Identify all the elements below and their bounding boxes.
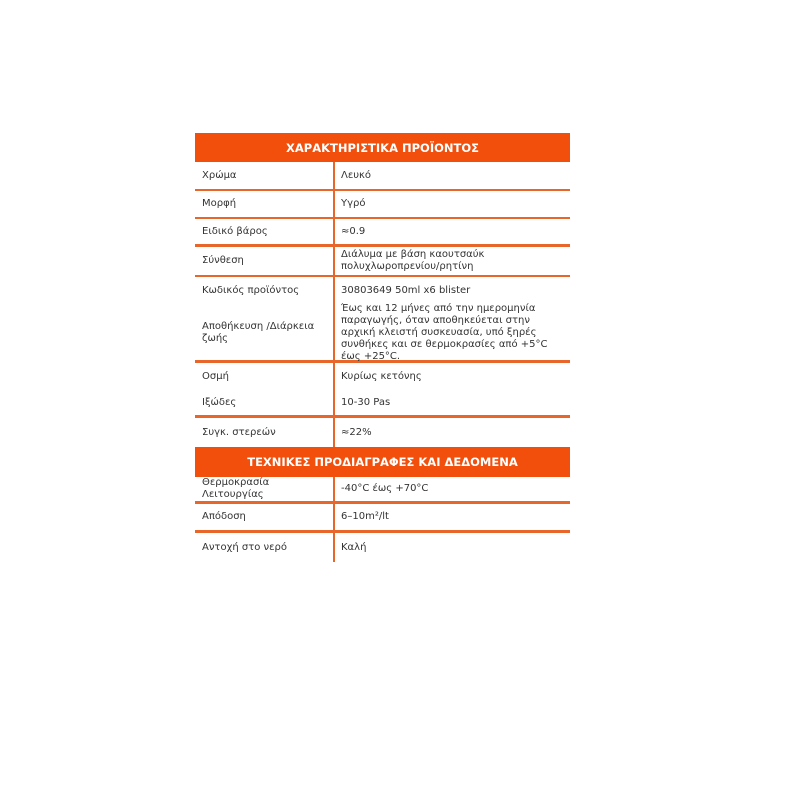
row-value: -40°C έως +70°C	[341, 483, 429, 494]
section-header-characteristics: ΧΑΡΑΚΤΗΡΙΣΤΙΚΑ ΠΡΟΪΟΝΤΟΣ	[195, 133, 570, 162]
row-value: ≈0.9	[341, 225, 366, 237]
row-label: Θερμοκρασία Λειτουργίας	[195, 477, 335, 501]
table-row	[195, 219, 570, 247]
row-value: 6–10m²/lt	[341, 511, 389, 522]
table-row	[195, 277, 570, 305]
row-value: Καλή	[341, 541, 367, 553]
row-value: 10-30 Pas	[341, 397, 391, 408]
table-row	[195, 162, 570, 191]
row-value: Υγρό	[341, 198, 366, 209]
row-label: Σύνθεση	[195, 247, 335, 275]
table-row	[195, 533, 570, 562]
row-label: Χρώμα	[195, 162, 335, 189]
row-label: Μορφή	[195, 191, 335, 217]
table-row	[195, 391, 570, 418]
row-value: 30803649 50ml x6 blister	[341, 285, 471, 296]
row-label: Ειδικό βάρος	[195, 219, 335, 244]
row-value: Διάλυμα με βάση καουτσαύκ πολυχλωροπρενίου/ρητίνη	[341, 249, 485, 272]
row-label: Απόδοση	[195, 504, 335, 530]
row-label: Αποθήκευση /Διάρκεια ζωής	[195, 305, 335, 360]
table-row	[195, 247, 570, 277]
row-label: Κωδικός προϊόντος	[195, 277, 335, 305]
row-label: Αντοχή στο νερό	[195, 533, 335, 562]
table-row	[195, 477, 570, 504]
row-value: Έως και 12 μήνες από την ημερομηνία παραγωγής, όταν αποθηκεύεται στην αρχική κλειστή συσκευασία, υπό ξηρές συνθήκες και σε θερμοκρασίες από +5°C έως +25°C.	[341, 302, 548, 362]
row-label: Ιξώδες	[195, 391, 335, 415]
table-row	[195, 363, 570, 391]
table-row	[195, 191, 570, 219]
row-value: Κυρίως κετόνης	[341, 371, 422, 382]
product-spec-table	[195, 133, 570, 562]
table-row	[195, 302, 570, 363]
row-label: Οσμή	[195, 363, 335, 391]
row-value: ≈22%	[341, 426, 372, 438]
section-header-technical: ΤΕΧΝΙΚΕΣ ΠΡΟΔΙΑΓΡΑΦΕΣ ΚΑΙ ΔΕΔΟΜΕΝΑ	[195, 447, 570, 477]
row-value: Λευκό	[341, 169, 372, 181]
row-label: Συγκ. στερεών	[195, 418, 335, 447]
table-row	[195, 504, 570, 533]
table-row	[195, 418, 570, 447]
